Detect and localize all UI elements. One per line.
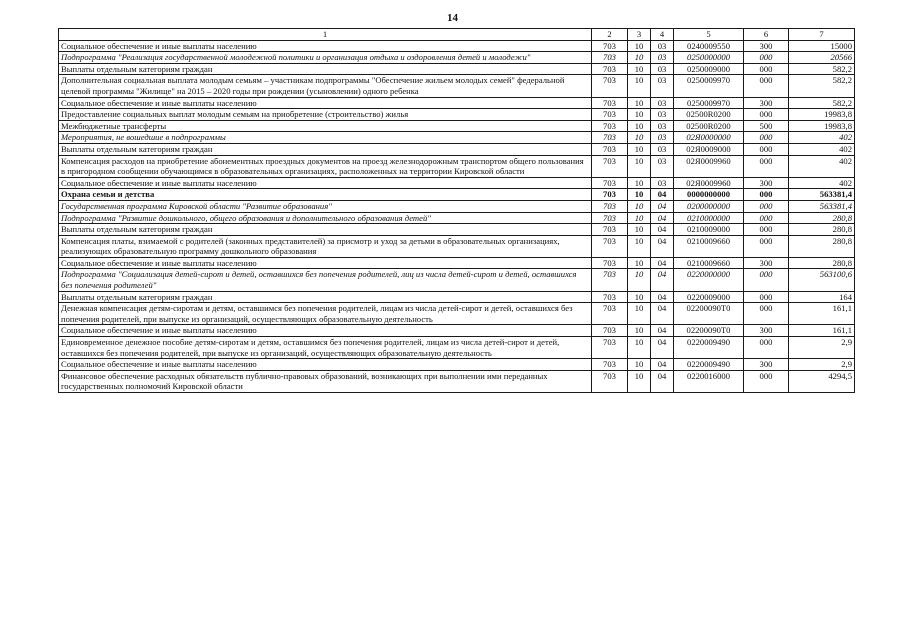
row-ministry-code: 703	[592, 257, 628, 269]
table-row	[59, 52, 855, 64]
row-target-code: 0250009970	[674, 97, 744, 109]
page-number: 14	[447, 12, 458, 24]
row-subsection: 04	[651, 212, 674, 224]
row-subsection: 03	[651, 52, 674, 64]
row-amount: 19983,8	[789, 120, 855, 132]
row-amount: 582,2	[789, 75, 855, 97]
row-subsection: 03	[651, 40, 674, 52]
row-section: 10	[628, 370, 651, 392]
row-ministry-code: 703	[592, 224, 628, 236]
row-subsection: 04	[651, 337, 674, 359]
row-ministry-code: 703	[592, 370, 628, 392]
header-col-7: 7	[789, 29, 855, 41]
row-name: Охрана семьи и детства	[59, 189, 592, 201]
row-expense-type: 500	[744, 120, 789, 132]
table-row	[59, 75, 855, 97]
row-section: 10	[628, 291, 651, 303]
row-name: Социальное обеспечение и иные выплаты населению	[59, 257, 592, 269]
table-row	[59, 224, 855, 236]
row-section: 10	[628, 52, 651, 64]
row-ministry-code: 703	[592, 189, 628, 201]
row-target-code: 0200000000	[674, 200, 744, 212]
row-ministry-code: 703	[592, 109, 628, 121]
row-name: Выплаты отдельным категориям граждан	[59, 291, 592, 303]
row-target-code: 0250000000	[674, 52, 744, 64]
row-name: Социальное обеспечение и иные выплаты населению	[59, 325, 592, 337]
row-name: Выплаты отдельным категориям граждан	[59, 143, 592, 155]
row-section: 10	[628, 189, 651, 201]
table-row	[59, 212, 855, 224]
row-ministry-code: 703	[592, 132, 628, 144]
table-row	[59, 269, 855, 291]
row-amount: 4294,5	[789, 370, 855, 392]
row-section: 10	[628, 120, 651, 132]
row-name: Компенсация расходов на приобретение абонементных проездных документов на проезд железнодорожным транспортом общего пользования в пригородном сообщении обучающимся в образовательных организациях, расположенных на территории Кировской области	[59, 155, 592, 177]
header-col-4: 4	[651, 29, 674, 41]
table-row	[59, 291, 855, 303]
row-ministry-code: 703	[592, 325, 628, 337]
row-target-code: 0000000000	[674, 189, 744, 201]
row-subsection: 03	[651, 132, 674, 144]
table-row	[59, 359, 855, 371]
row-expense-type: 000	[744, 75, 789, 97]
row-name: Межбюджетные трансферты	[59, 120, 592, 132]
row-target-code: 0220009490	[674, 337, 744, 359]
row-section: 10	[628, 359, 651, 371]
row-subsection: 03	[651, 120, 674, 132]
row-ministry-code: 703	[592, 235, 628, 257]
row-amount: 582,2	[789, 97, 855, 109]
row-subsection: 03	[651, 143, 674, 155]
row-ministry-code: 703	[592, 155, 628, 177]
row-target-code: 0250009000	[674, 63, 744, 75]
row-name: Финансовое обеспечение расходных обязательств публично-правовых образований, возникающих при выполнении ими переданных государственных полномочий Кировской области	[59, 370, 592, 392]
row-subsection: 04	[651, 370, 674, 392]
row-ministry-code: 703	[592, 177, 628, 189]
row-expense-type: 000	[744, 200, 789, 212]
row-amount: 402	[789, 177, 855, 189]
row-amount: 164	[789, 291, 855, 303]
row-section: 10	[628, 97, 651, 109]
row-amount: 563381,4	[789, 189, 855, 201]
row-section: 10	[628, 200, 651, 212]
row-target-code: 0220000000	[674, 269, 744, 291]
row-amount: 280,8	[789, 212, 855, 224]
row-subsection: 04	[651, 359, 674, 371]
row-subsection: 04	[651, 189, 674, 201]
row-expense-type: 300	[744, 97, 789, 109]
row-name: Социальное обеспечение и иные выплаты населению	[59, 40, 592, 52]
row-expense-type: 000	[744, 224, 789, 236]
row-ministry-code: 703	[592, 359, 628, 371]
row-expense-type: 300	[744, 257, 789, 269]
row-section: 10	[628, 303, 651, 325]
row-name: Мероприятия, не вошедшие в подпрограммы	[59, 132, 592, 144]
row-amount: 2,9	[789, 337, 855, 359]
table-body	[59, 40, 855, 392]
row-ministry-code: 703	[592, 143, 628, 155]
row-ministry-code: 703	[592, 200, 628, 212]
row-expense-type: 000	[744, 155, 789, 177]
row-name: Компенсация платы, взимаемой с родителей (законных представителей) за присмотр и уход за детьми в образовательных организациях, реализующих образовательную программу дошкольного образования	[59, 235, 592, 257]
row-target-code: 0210000000	[674, 212, 744, 224]
row-subsection: 04	[651, 257, 674, 269]
row-subsection: 04	[651, 269, 674, 291]
row-ministry-code: 703	[592, 40, 628, 52]
row-target-code: 0210009660	[674, 257, 744, 269]
row-section: 10	[628, 143, 651, 155]
row-subsection: 03	[651, 177, 674, 189]
row-subsection: 04	[651, 303, 674, 325]
row-expense-type: 000	[744, 212, 789, 224]
header-col-5: 5	[674, 29, 744, 41]
row-ministry-code: 703	[592, 75, 628, 97]
row-name: Предоставление социальных выплат молодым семьям на приобретение (строительство) жилья	[59, 109, 592, 121]
row-expense-type: 000	[744, 63, 789, 75]
row-amount: 280,8	[789, 257, 855, 269]
row-amount: 2,9	[789, 359, 855, 371]
row-section: 10	[628, 177, 651, 189]
row-ministry-code: 703	[592, 269, 628, 291]
row-target-code: 02200090Т0	[674, 303, 744, 325]
row-amount: 280,8	[789, 235, 855, 257]
row-subsection: 03	[651, 75, 674, 97]
header-row	[59, 29, 855, 41]
row-expense-type: 000	[744, 189, 789, 201]
row-ministry-code: 703	[592, 303, 628, 325]
row-ministry-code: 703	[592, 212, 628, 224]
row-ministry-code: 703	[592, 97, 628, 109]
table-row	[59, 303, 855, 325]
row-subsection: 04	[651, 224, 674, 236]
row-name: Социальное обеспечение и иные выплаты населению	[59, 359, 592, 371]
row-expense-type: 000	[744, 235, 789, 257]
row-section: 10	[628, 325, 651, 337]
row-expense-type: 300	[744, 359, 789, 371]
row-subsection: 03	[651, 97, 674, 109]
row-target-code: 02Я0009960	[674, 177, 744, 189]
row-amount: 19983,8	[789, 109, 855, 121]
table-row	[59, 177, 855, 189]
row-target-code: 02200090Т0	[674, 325, 744, 337]
row-expense-type: 000	[744, 132, 789, 144]
table-row	[59, 109, 855, 121]
row-name: Выплаты отдельным категориям граждан	[59, 63, 592, 75]
row-expense-type: 000	[744, 52, 789, 64]
table-row	[59, 257, 855, 269]
header-col-2: 2	[592, 29, 628, 41]
table-row	[59, 97, 855, 109]
row-amount: 280,8	[789, 224, 855, 236]
row-section: 10	[628, 337, 651, 359]
row-name: Подпрограмма "Реализация государственной молодежной политики и организация отдыха и оздоровления детей и молодежи"	[59, 52, 592, 64]
row-expense-type: 300	[744, 40, 789, 52]
row-name: Выплаты отдельным категориям граждан	[59, 224, 592, 236]
row-expense-type: 000	[744, 269, 789, 291]
row-expense-type: 000	[744, 337, 789, 359]
table-row	[59, 63, 855, 75]
row-target-code: 0210009000	[674, 224, 744, 236]
row-amount: 161,1	[789, 303, 855, 325]
row-section: 10	[628, 75, 651, 97]
row-expense-type: 000	[744, 109, 789, 121]
row-expense-type: 000	[744, 143, 789, 155]
row-amount: 563381,4	[789, 200, 855, 212]
row-section: 10	[628, 224, 651, 236]
row-expense-type: 000	[744, 291, 789, 303]
row-section: 10	[628, 40, 651, 52]
table-row	[59, 120, 855, 132]
row-subsection: 03	[651, 63, 674, 75]
budget-table	[58, 28, 855, 393]
row-expense-type: 000	[744, 303, 789, 325]
row-name: Социальное обеспечение и иные выплаты населению	[59, 97, 592, 109]
row-section: 10	[628, 235, 651, 257]
row-target-code: 0220009000	[674, 291, 744, 303]
row-target-code: 0220016000	[674, 370, 744, 392]
row-target-code: 02500R0200	[674, 120, 744, 132]
row-expense-type: 000	[744, 370, 789, 392]
row-amount: 20566	[789, 52, 855, 64]
row-section: 10	[628, 132, 651, 144]
header-col-1: 1	[59, 29, 592, 41]
row-amount: 402	[789, 132, 855, 144]
table-row	[59, 132, 855, 144]
row-target-code: 0250009970	[674, 75, 744, 97]
row-section: 10	[628, 109, 651, 121]
table-row	[59, 40, 855, 52]
table-row	[59, 235, 855, 257]
row-ministry-code: 703	[592, 120, 628, 132]
row-target-code: 0220009490	[674, 359, 744, 371]
row-name: Единовременное денежное пособие детям-сиротам и детям, оставшимся без попечения родителей, лицам из числа детей-сирот и детей, оставшихся без попечения родителей, при выпуске из организаций, осуществляющих образовательную деятельность	[59, 337, 592, 359]
row-target-code: 0210009660	[674, 235, 744, 257]
row-subsection: 04	[651, 325, 674, 337]
table-row	[59, 155, 855, 177]
row-target-code: 0240009550	[674, 40, 744, 52]
row-target-code: 02500R0200	[674, 109, 744, 121]
row-amount: 161,1	[789, 325, 855, 337]
row-name: Дополнительная социальная выплата молодым семьям – участникам подпрограммы "Обеспечение жильем молодых семей" федеральной целевой программы "Жилище" на 2015 – 2020 годы при рождении (усыновлении) одного ребенка	[59, 75, 592, 97]
table-row	[59, 337, 855, 359]
table-row	[59, 200, 855, 212]
row-amount: 15000	[789, 40, 855, 52]
row-name: Денежная компенсация детям-сиротам и детям, оставшимся без попечения родителей, лицам из числа детей-сирот и детей, оставшихся без попечения родителей, при выпуске из организаций, осуществляющих образовательную деятельность	[59, 303, 592, 325]
row-section: 10	[628, 155, 651, 177]
row-amount: 402	[789, 155, 855, 177]
row-section: 10	[628, 212, 651, 224]
row-ministry-code: 703	[592, 52, 628, 64]
row-name: Подпрограмма "Развитие дошкольного, общего образования и дополнительного образования детей"	[59, 212, 592, 224]
table-row	[59, 143, 855, 155]
row-name: Социальное обеспечение и иные выплаты населению	[59, 177, 592, 189]
row-name: Подпрограмма "Социализация детей-сирот и детей, оставшихся без попечения родителей, лиц из числа детей-сирот и детей, оставшихся без попечения родителей"	[59, 269, 592, 291]
row-subsection: 04	[651, 291, 674, 303]
table-row	[59, 325, 855, 337]
row-section: 10	[628, 257, 651, 269]
row-target-code: 02Я0009960	[674, 155, 744, 177]
header-col-3: 3	[628, 29, 651, 41]
header-col-6: 6	[744, 29, 789, 41]
table-row	[59, 189, 855, 201]
row-section: 10	[628, 63, 651, 75]
row-ministry-code: 703	[592, 63, 628, 75]
row-target-code: 02Я0009000	[674, 143, 744, 155]
row-subsection: 03	[651, 109, 674, 121]
row-expense-type: 300	[744, 325, 789, 337]
row-name: Государственная программа Кировской области "Развитие образования"	[59, 200, 592, 212]
row-subsection: 03	[651, 155, 674, 177]
row-ministry-code: 703	[592, 337, 628, 359]
row-ministry-code: 703	[592, 291, 628, 303]
row-subsection: 04	[651, 235, 674, 257]
row-subsection: 04	[651, 200, 674, 212]
row-expense-type: 300	[744, 177, 789, 189]
row-target-code: 02Я0000000	[674, 132, 744, 144]
row-amount: 402	[789, 143, 855, 155]
table-row	[59, 370, 855, 392]
row-amount: 563100,6	[789, 269, 855, 291]
row-section: 10	[628, 269, 651, 291]
row-amount: 582,2	[789, 63, 855, 75]
